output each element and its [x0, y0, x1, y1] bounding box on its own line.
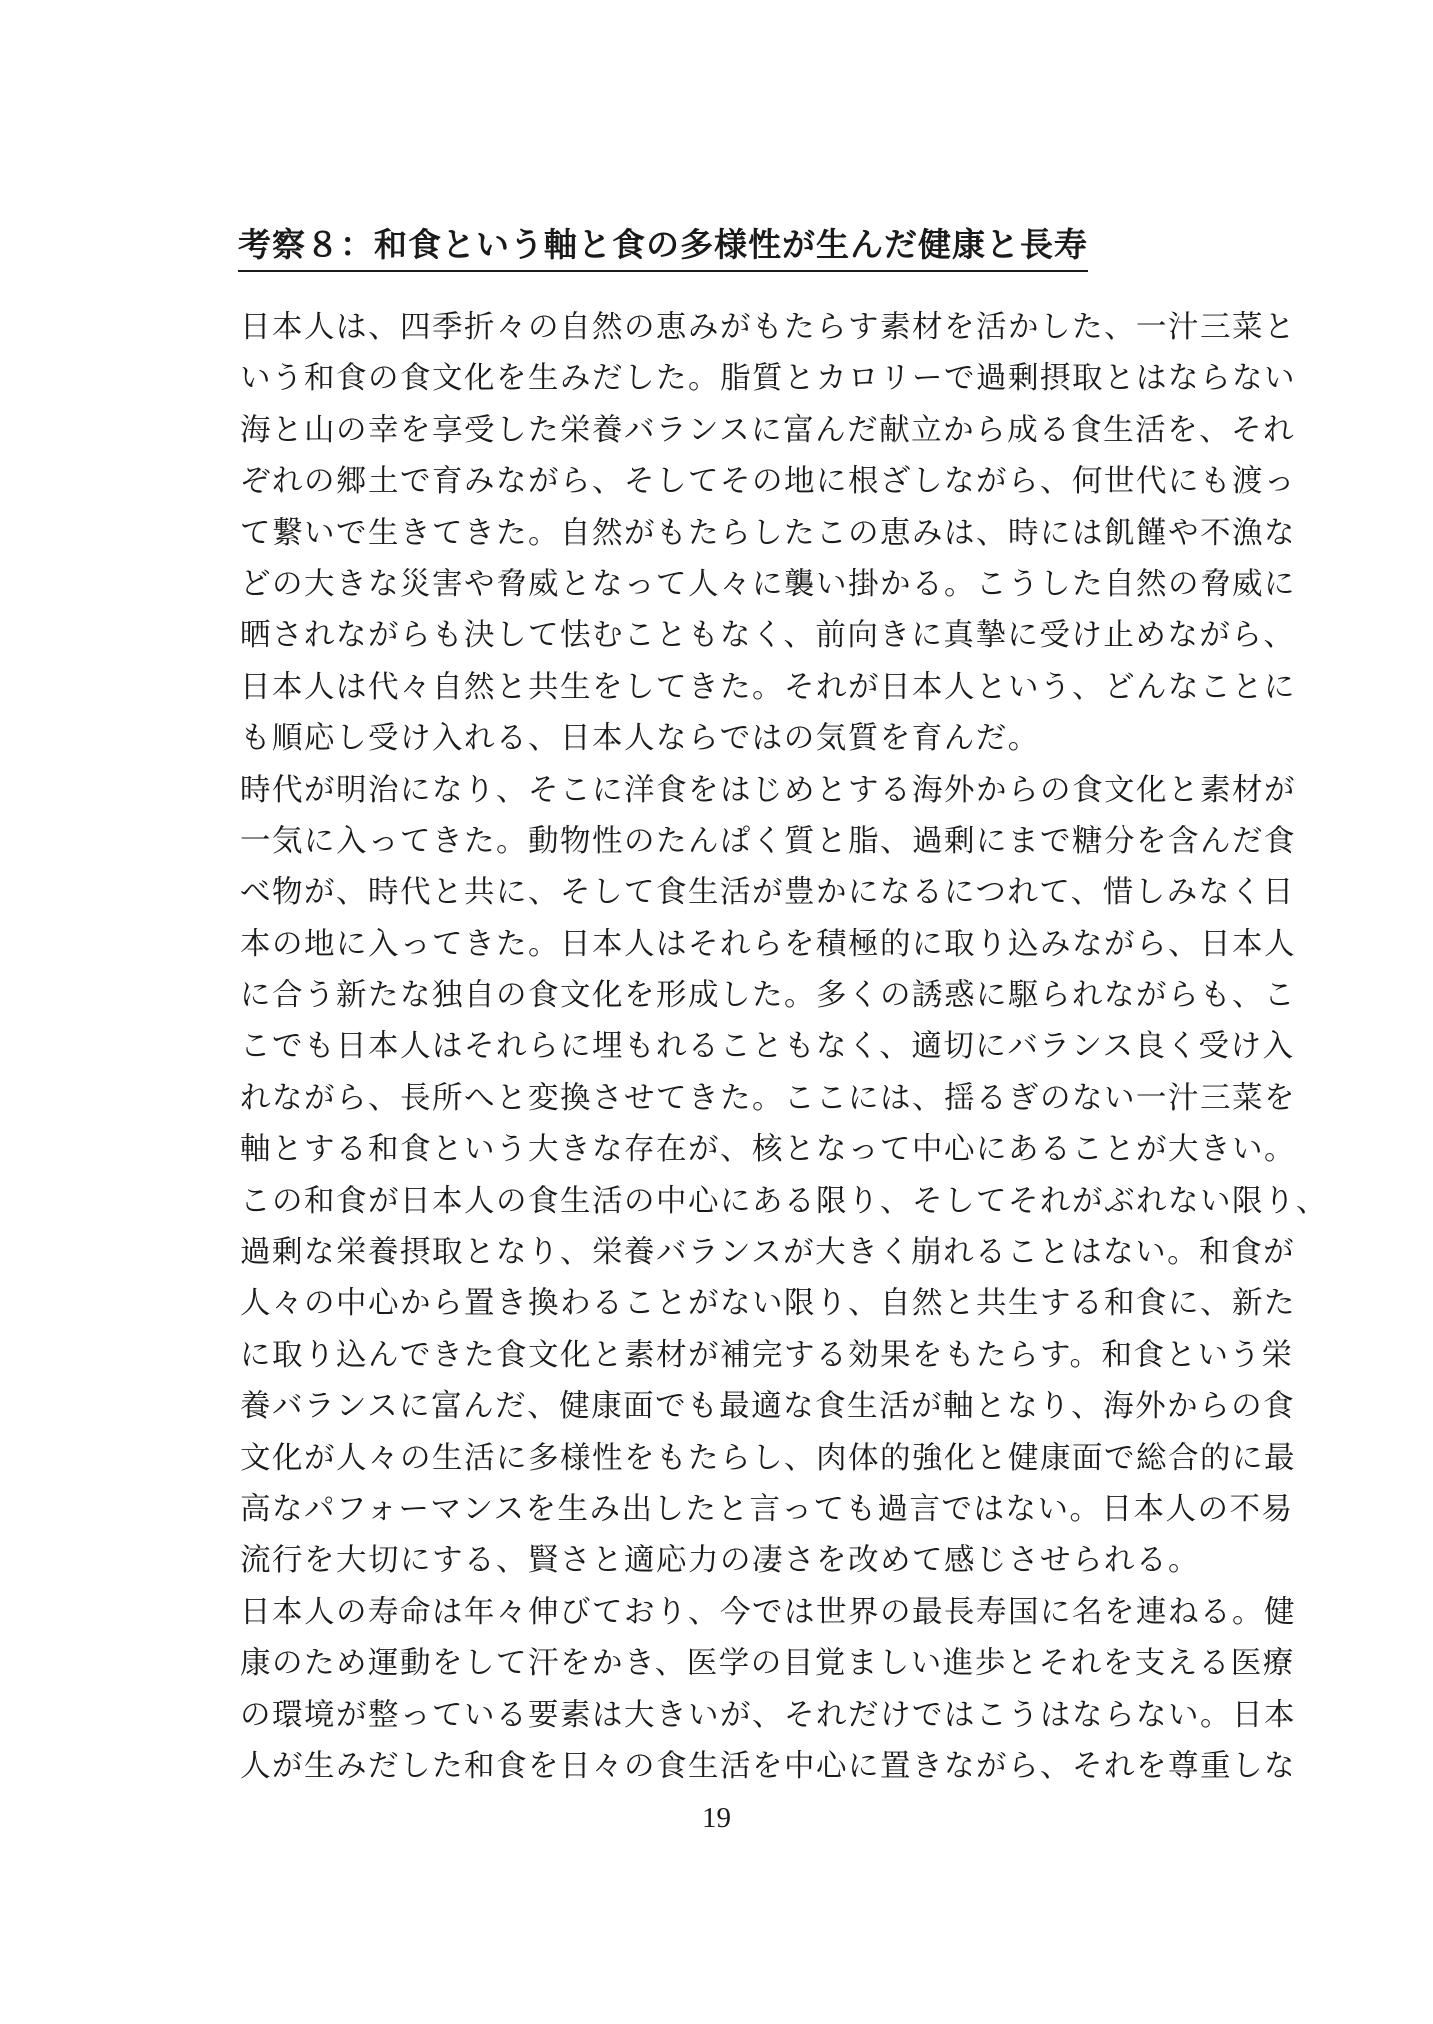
body-line: れながら、長所へと変換させてきた。ここには、揺るぎのない一汁三菜を — [240, 1080, 1296, 1116]
body-line: 流行を大切にする、賢さと適応力の凄さを改めて感じさせられる。 — [240, 1543, 1200, 1579]
page-number: 19 — [702, 1802, 731, 1834]
body-line: 人々の中心から置き換わることがない限り、自然と共生する和食に、新た — [240, 1286, 1296, 1322]
body-line: 人が生みだした和食を日々の食生活を中心に置きながら、それを尊重しな — [240, 1748, 1296, 1784]
body-line: 日本人は、四季折々の自然の恵みがもたらす素材を活かした、一汁三菜と — [240, 310, 1296, 345]
body-line: 晒されながらも決して怯むこともなく、前向きに真摯に受け止めながら、 — [240, 618, 1296, 654]
body-text — [240, 302, 1328, 1792]
body-line: いう和食の食文化を生みだした。脂質とカロリーで過剰摂取とはならない — [240, 361, 1296, 397]
body-line: どの大きな災害や脅威となって人々に襲い掛かる。こうした自然の脅威に — [240, 566, 1296, 602]
body-line: 日本人は代々自然と共生をしてきた。それが日本人という、どんなことに — [240, 669, 1296, 705]
body-line: 過剰な栄養摂取となり、栄養バランスが大きく崩れることはない。和食が — [240, 1235, 1296, 1271]
body-line: の環境が整っている要素は大きいが、それだけではこうはならない。日本 — [240, 1697, 1296, 1733]
body-line: べ物が、時代と共に、そして食生活が豊かになるにつれて、惜しみなく日 — [240, 875, 1295, 911]
body-line: て繋いで生きてきた。自然がもたらしたこの恵みは、時には飢饉や不漁な — [240, 515, 1296, 551]
body-line: も順応し受け入れる、日本人ならではの気質を育んだ。 — [240, 721, 1040, 757]
body-line: に取り込んできた食文化と素材が補完する効果をもたらす。和食という栄 — [240, 1337, 1294, 1373]
section-heading: 考察８：和食という軸と食の多様性が生んだ健康と長寿 — [238, 222, 1088, 272]
body-line: 一気に入ってきた。動物性のたんぱく質と脂、過剰にまで糖分を含んだ食 — [240, 823, 1296, 859]
body-line: ぞれの郷土で育みながら、そしてその地に根ざしながら、何世代にも渡っ — [240, 464, 1296, 500]
body-line: 軸とする和食という大きな存在が、核となって中心にあることが大きい。 — [240, 1132, 1296, 1168]
body-line: こでも日本人はそれらに埋もれることもなく、適切にバランス良く受け入 — [240, 1029, 1295, 1065]
body-line: 康のため運動をして汗をかき、医学の目覚ましい進歩とそれを支える医療 — [240, 1646, 1295, 1682]
body-line: この和食が日本人の食生活の中心にある限り、そしてそれがぶれない限り、 — [240, 1183, 1328, 1219]
body-line: 文化が人々の生活に多様性をもたらし、肉体的強化と健康面で総合的に最 — [240, 1440, 1296, 1476]
body-line: 養バランスに富んだ、健康面でも最適な食生活が軸となり、海外からの食 — [240, 1389, 1296, 1425]
body-line: 日本人の寿命は年々伸びており、今では世界の最長寿国に名を連ねる。健 — [240, 1594, 1296, 1630]
body-line: 海と山の幸を享受した栄養バランスに富んだ献立から成る食生活を、それ — [240, 412, 1296, 448]
body-line: に合う新たな独自の食文化を形成した。多くの誘惑に駆られながらも、こ — [240, 978, 1296, 1014]
body-line: 時代が明治になり、そこに洋食をはじめとする海外からの食文化と素材が — [240, 772, 1296, 808]
body-line: 高なパフォーマンスを生み出したと言っても過言ではない。日本人の不易 — [240, 1491, 1294, 1527]
body-line: 本の地に入ってきた。日本人はそれらを積極的に取り込みながら、日本人 — [240, 926, 1296, 962]
